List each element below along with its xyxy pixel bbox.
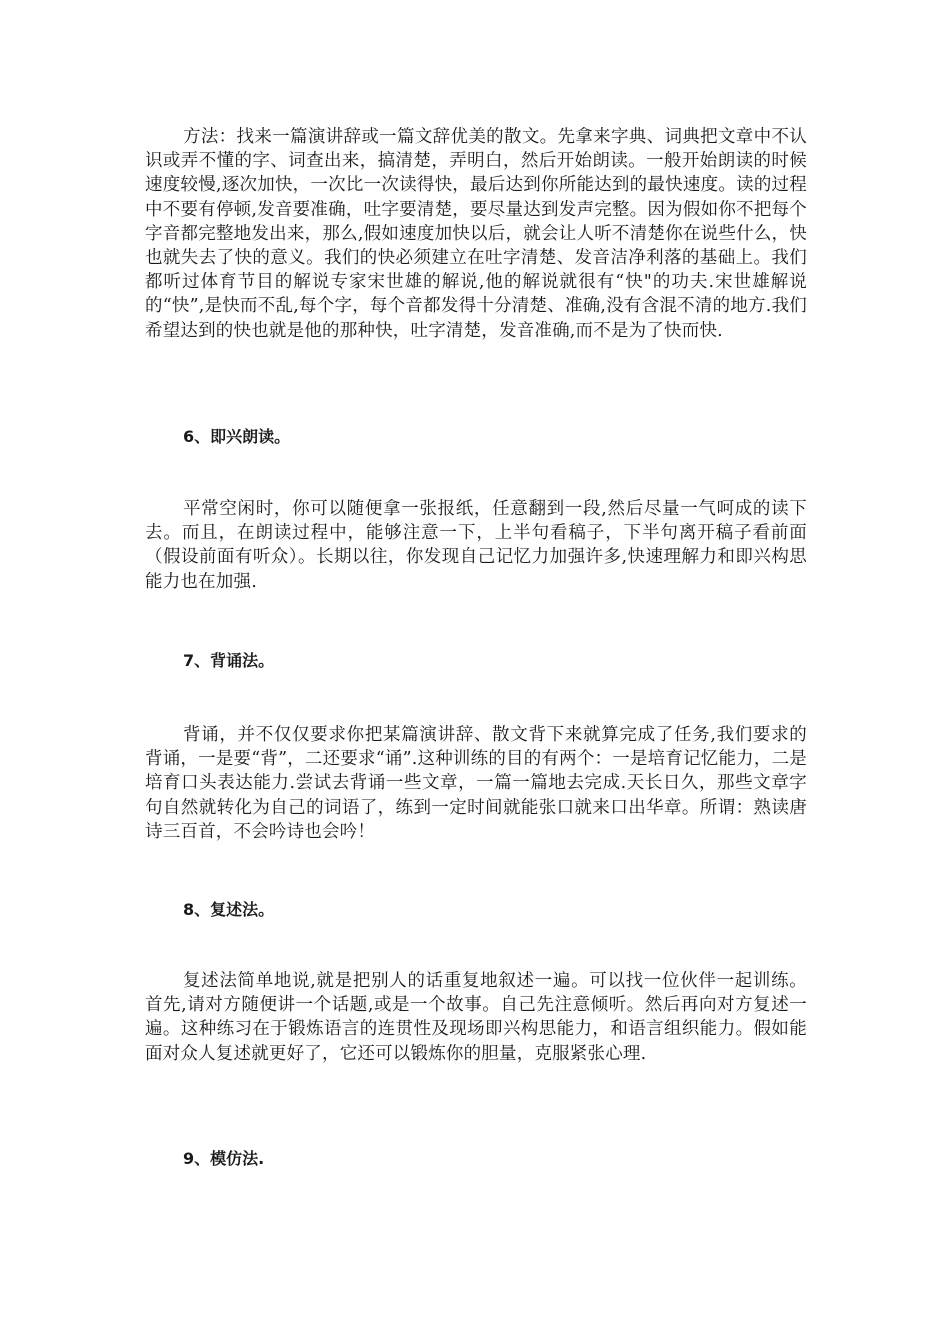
paragraph-recitation: 背诵，并不仅仅要求你把某篇演讲辞、散文背下来就算完成了任务,我们要求的背诵，一是要“背”，二还要求“诵”.这种训练的目的有两个：一是培育记忆能力，二是培育口头表达能力.尝试去背诵一些文章，一篇一篇地去完成.天长日久，那些文章字句自然就转化为自己的词语了，练到一定时间就能张口就来口出华章。所谓：熟读唐诗三百首，不会吟诗也会吟！ [145,725,807,842]
section-heading-7: 7、背诵法。 [183,651,275,670]
paragraph-method: 方法：找来一篇演讲辞或一篇文辞优美的散文。先拿来字典、词典把文章中不认识或弄不懂的字、词查出来，搞清楚，弄明白，然后开始朗读。一般开始朗读的时候速度较慢,逐次加快，一次比一次读得快，最后达到你所能达到的最快速度。读的过程中不要有停顿,发音要准确，吐字要清楚，要尽量达到发声完整。因为假如你不把每个字音都完整地发出来，那么,假如速度加快以后，就会让人听不清楚你在说些什么，快也就失去了快的意义。我们的快必须建立在吐字清楚、发音洁净利落的基础上。我们都听过体育节目的解说专家宋世雄的解说,他的解说就很有“快"的功夫.宋世雄解说的“快”,是快而不乱,每个字，每个音都发得十分清楚、准确,没有含混不清的地方.我们希望达到的快也就是他的那种快，吐字清楚，发音准确,而不是为了快而快. [145,127,807,341]
paragraph-retelling: 复述法简单地说,就是把别人的话重复地叙述一遍。可以找一位伙伴一起训练。首先,请对方随便讲一个话题,或是一个故事。自己先注意倾听。然后再向对方复述一遍。这种练习在于锻炼语言的连贯性及现场即兴构思能力，和语言组织能力。假如能面对众人复述就更好了，它还可以锻炼你的胆量，克服紧张心理. [145,971,807,1064]
paragraph-impromptu-reading: 平常空闲时，你可以随便拿一张报纸，任意翻到一段,然后尽量一气呵成的读下去。而且，在朗读过程中，能够注意一下，上半句看稿子，下半句离开稿子看前面（假设前面有听众）。长期以往，你发现自己记忆力加强许多,快速理解力和即兴构思能力也在加强. [145,499,807,592]
section-heading-6: 6、即兴朗读。 [183,427,291,446]
section-heading-8: 8、复述法。 [183,900,275,919]
section-heading-9: 9、模仿法. [183,1149,265,1168]
